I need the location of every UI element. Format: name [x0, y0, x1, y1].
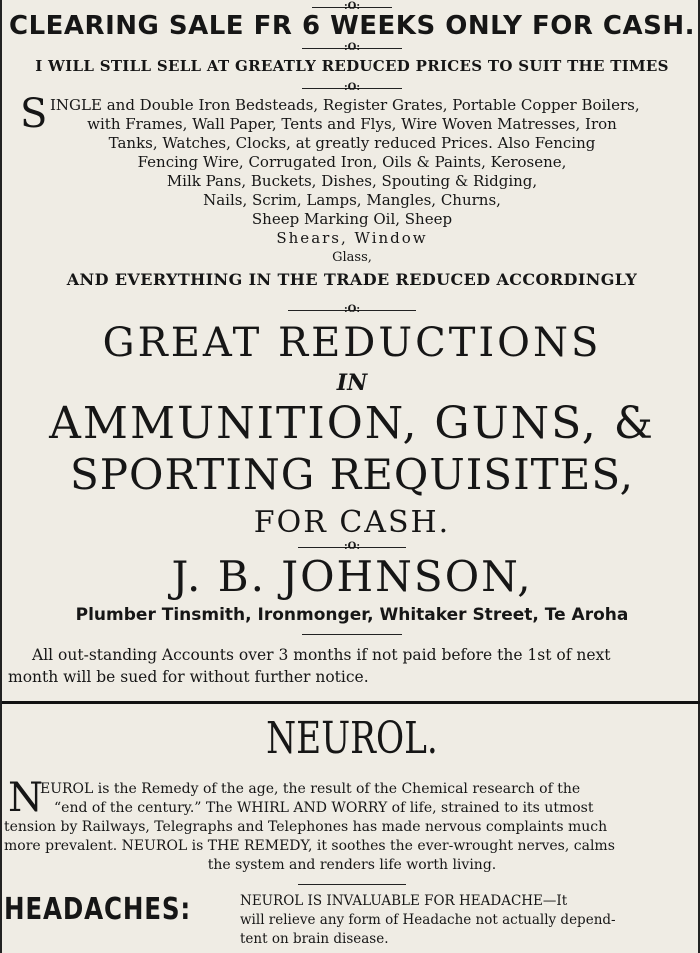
divider-rule: [302, 634, 402, 635]
headaches-text-line: will relieve any form of Headache not actually depend-: [240, 912, 616, 928]
list-line: with Frames, Wall Paper, Tents and Flys, Wire Woven Matresses, Iron: [87, 115, 617, 133]
list-line: Fencing Wire, Corrugated Iron, Oils & Paints, Kerosene,: [137, 153, 567, 171]
neurol-paragraph-line: EUROL is the Remedy of the age, the result of the Chemical research of the: [40, 781, 581, 797]
headaches-label: HEADACHES:: [4, 892, 192, 927]
ornament-mark: :O:: [343, 304, 361, 315]
ornament-mark: :O:: [343, 42, 361, 53]
neurol-paragraph-line: more prevalent. NEUROL is THE REMEDY, it soothes the ever-wrought nerves, calms: [4, 838, 615, 854]
list-drop-cap: S: [20, 91, 48, 137]
neurol-drop-cap: N: [8, 775, 43, 821]
list-line: Nails, Scrim, Lamps, Mangles, Churns,: [203, 191, 501, 209]
great-reductions-heading: GREAT REDUCTIONS: [102, 320, 602, 366]
clearing-subline: I WILL STILL SELL AT GREATLY REDUCED PRICES TO SUIT THE TIMES: [35, 57, 669, 75]
sporting-requisites-heading: SPORTING REQUISITES,: [70, 450, 634, 499]
list-line: Glass,: [332, 250, 372, 265]
list-line: Shears, Window: [276, 229, 428, 247]
list-line: Sheep Marking Oil, Sheep: [251, 210, 453, 228]
clearing-closing-line: AND EVERYTHING IN THE TRADE REDUCED ACCORDINGLY: [66, 270, 638, 289]
neurol-title: NEUROL.: [266, 713, 438, 764]
ammunition-guns-heading: AMMUNITION, GUNS, &: [49, 398, 655, 449]
list-line: Tanks, Watches, Clocks, at greatly reduced Prices. Also Fencing: [108, 134, 596, 152]
headaches-text-line: tent on brain disease.: [240, 931, 389, 947]
accounts-notice-line: month will be sued for without further notice.: [8, 668, 369, 686]
merchant-trade-address: Plumber Tinsmith, Ironmonger, Whitaker Street, Te Aroha: [75, 605, 629, 625]
headaches-text-line: NEUROL IS INVALUABLE FOR HEADACHE—It: [240, 893, 568, 909]
clearing-sale-headline: CLEARING SALE FR 6 WEEKS ONLY FOR CASH.: [9, 11, 695, 41]
neurol-paragraph-line: tension by Railways, Telegraphs and Telephones has made nervous complaints much: [4, 819, 608, 835]
divider-rule: [298, 884, 406, 885]
merchant-name: J. B. JOHNSON,: [171, 552, 533, 601]
for-cash-heading: FOR CASH.: [253, 505, 451, 540]
list-line: Milk Pans, Buckets, Dishes, Spouting & Ridging,: [166, 172, 538, 190]
reductions-in-word: IN: [336, 370, 368, 396]
neurol-paragraph-line: “end of the century.” The WHIRL AND WORRY of life, strained to its utmost: [54, 800, 594, 816]
ornament-mark: :O:: [343, 1, 361, 12]
neurol-paragraph-line: the system and renders life worth living.: [207, 857, 497, 873]
section-divider: [2, 701, 700, 704]
ornament-mark: :O:: [343, 541, 361, 552]
ornament-mark: :O:: [343, 82, 361, 93]
accounts-notice-line: All out-standing Accounts over 3 months if not paid before the 1st of next: [32, 646, 611, 664]
list-line: INGLE and Double Iron Bedsteads, Register Grates, Portable Copper Boilers,: [50, 96, 640, 114]
